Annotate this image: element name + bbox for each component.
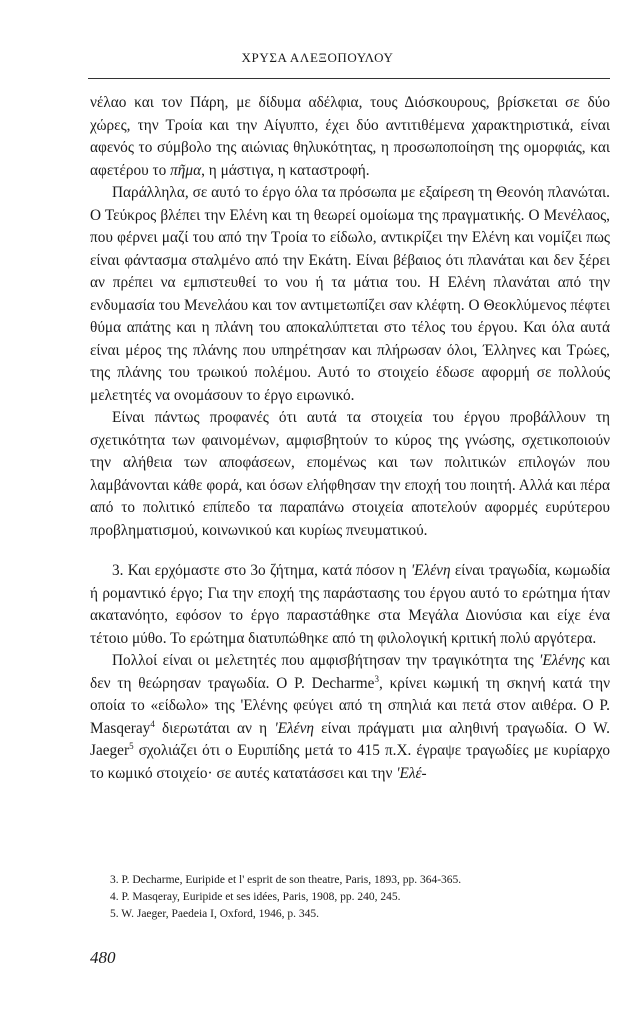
footnote: 3. P. Decharme, Euripide et l' esprit de son theatre, Paris, 1893, pp. 364-365. bbox=[110, 874, 462, 886]
running-header: ΧΡΥΣΑ ΑΛΕΞΟΠΟΥΛΟΥ bbox=[241, 50, 394, 65]
paragraph bbox=[90, 407, 610, 542]
paragraph bbox=[90, 560, 610, 650]
footnote: 4. P. Masqeray, Euripide et ses idées, Paris, 1908, pp. 240, 245. bbox=[110, 891, 401, 903]
text-run: διερωτάται αν η bbox=[154, 719, 275, 737]
header-rule bbox=[88, 78, 610, 79]
footnotes bbox=[110, 872, 610, 923]
italic-text: 'Ελέ- bbox=[396, 764, 427, 782]
body-text bbox=[90, 92, 610, 785]
text-run: είναι πράγματι μια αληθινή τραγωδία. Ο W. Jaeger bbox=[90, 719, 610, 759]
italic-text: 'Ελένη bbox=[274, 719, 314, 737]
text-run: και δεν τη θεώρησαν τραγωδία. Ο P. Decharme bbox=[90, 652, 610, 692]
text-run: Είναι πάντως προφανές ότι αυτά τα στοιχεία του έργου προβάλλουν τη σχετικότητα των φαινομένων, αμφισβητούν το κύρος της γνώσης, σχετικοποιούν την αλήθεια των αποφάσεων, επομένως και των πολιτικών επιλογών που λαμβάνονται κάθε φορά, και όσων ελήφθησαν την εποχή του ποιητή. Αλλά και πέρα από το πολιτικό επίπεδο τα παραπάνω στοιχεία αποτελούν αφορμές ευρύτερου προβληματισμού, κοινωνικού και κυρίως πνευματικού. bbox=[90, 409, 610, 539]
footnote-ref: 5 bbox=[129, 740, 134, 751]
paragraph bbox=[90, 182, 610, 407]
italic-text: 'Ελένης bbox=[539, 652, 585, 669]
page-number: 480 bbox=[90, 948, 116, 967]
text-run: είναι τραγωδία, κωμωδία ή ρομαντικό έργο; Για την εποχή της παράστασης του έργου αυτό το ερώτημα ήταν ακατανόητο, εφόσον το έργο παραστάθηκε στα Μεγάλα Διονύσια και είχε ένα τέτοιο μύθο. Το ερώτημα διατυπώθηκε από τη φιλολογική κριτική πολύ αργότερα. bbox=[90, 562, 610, 647]
footnote-ref: 4 bbox=[150, 718, 155, 729]
footnote: 5. W. Jaeger, Paedeia I, Oxford, 1946, p. 345. bbox=[110, 908, 320, 920]
text-run: σχολιάζει ότι ο Ευριπίδης μετά το 415 π.Χ. έγραψε τραγωδίες με κυρίαρχο το κωμικό στοιχείο· σε αυτές κατατάσσει και την bbox=[90, 742, 610, 782]
text-run: Πολλοί είναι οι μελετητές που αμφισβήτησαν την τραγικότητα της bbox=[112, 652, 540, 669]
text-run: Παράλληλα, σε αυτό το έργο όλα τα πρόσωπα με εξαίρεση τη Θεονόη πλανώται. Ο Τεύκρος βλέπει την Ελένη και τη θεωρεί ομοίωμα της πραγματικής. Ο Μενέλαος, που φέρνει μαζί του από την Τροία το είδωλο, αντικρίζει την Ελένη και νομίζει πως είναι φάντασμα σταλμένο από την Εκάτη. Είναι βέβαιος ότι πλανάται και δεν ξέρει αν πρέπει να εμπιστευθεί το νου ή τα μάτια του. Η Ελένη πλανάται από την ενδυμασία του Μενελάου και τον αντιμετωπίζει σαν κλέφτη. Ο Θεοκλύμενος πέφτει θύμα απάτης και η πλάνη του αποκαλύπτεται στο τέλος του έργου. Και όλα αυτά είναι μέρος της πλάνης που υπηρέτησαν και πλήρωσαν όλοι, Έλληνες και Τρώες, της πλάνης του τρωικού πολέμου. Αυτό το στοιχείο έδωσε αφορμή σε πολλούς μελετητές να ονομάσουν το έργο ειρωνικό. bbox=[90, 184, 610, 404]
footnote-ref: 3 bbox=[374, 673, 379, 684]
text-run: , η μάστιγα, η καταστροφή. bbox=[201, 161, 370, 179]
italic-text: πῆμα bbox=[170, 161, 202, 179]
text-run: νέλαο και τον Πάρη, με δίδυμα αδέλφια, τους Διόσκουρους, βρίσκεται σε δύο χώρες, την Τροία και την Αίγυπτο, έχει δύο αντιτιθέμενα χαρακτηριστικά, είναι αφενός το σύμβολο της αιώνιας θηλυκότητας, η προσωποποίηση της ομορφιάς, και αφετέρου το bbox=[90, 94, 610, 179]
paragraph bbox=[90, 650, 610, 785]
text-run: 3. Και ερχόμαστε στο 3ο ζήτημα, κατά πόσον η bbox=[112, 562, 411, 579]
paragraph bbox=[90, 92, 610, 182]
italic-text: 'Ελένη bbox=[410, 562, 451, 579]
text-run: , κρίνει κωμική τη σκηνή κατά την οποία το «είδωλο» της 'Ελένης φεύγει από τη σπηλιά και πετά στον αιθέρα. Ο P. Masqeray bbox=[90, 674, 610, 737]
